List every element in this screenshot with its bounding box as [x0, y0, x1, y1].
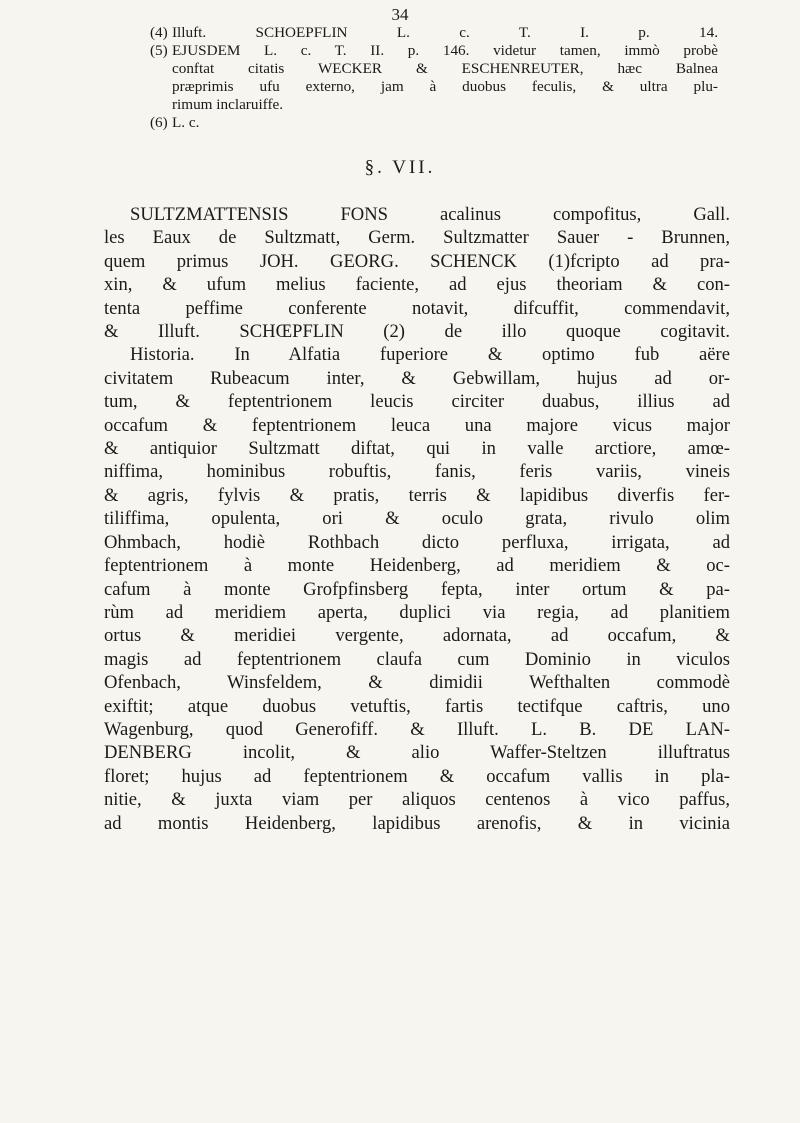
body-line: tenta peffime conferente notavit, difcuffit, commendavit,	[104, 297, 730, 319]
body-line: & Illuft. SCHŒPFLIN (2) de illo quoque cogitavit.	[104, 321, 730, 343]
footnote-number: (4)	[150, 24, 168, 41]
footnote-line: præprimis ufu externo, jam à duobus feculis, & ultra plu-	[172, 78, 718, 95]
body-line: Ohmbach, hodiè Rothbach dicto perfluxa, irrigata, ad	[104, 531, 730, 553]
footnote-line: conftat citatis WECKER & ESCHENREUTER, hæc Balnea	[172, 60, 718, 77]
body-line: magis ad feptentrionem claufa cum Dominio in viculos	[104, 648, 730, 670]
body-line: Ofenbach, Winsfeldem, & dimidii Wefthalten commodè	[104, 672, 730, 694]
body-text	[104, 203, 730, 835]
page-number: 34	[391, 5, 409, 24]
body-line: exiftit; atque duobus vetuftis, fartis tectifque caftris, uno	[104, 695, 730, 717]
body-line: & antiquior Sultzmatt diftat, qui in valle arctiore, amœ-	[104, 438, 730, 460]
body-line: DENBERG incolit, & alio Waffer-Steltzen illuftratus	[104, 742, 730, 764]
body-line: tiliffima, opulenta, ori & oculo grata, rivulo olim	[104, 508, 730, 530]
body-line: xin, & ufum melius faciente, ad ejus theoriam & con-	[104, 274, 730, 296]
footnote-line: L. c.	[172, 114, 200, 131]
body-line: & agris, fylvis & pratis, terris & lapidibus diverfis fer-	[104, 484, 730, 506]
footnote-line: rimum inclaruiffe.	[172, 96, 284, 113]
body-line: niffima, hominibus robuftis, fanis, feris variis, vineis	[104, 461, 730, 483]
footnote-6	[150, 114, 718, 132]
body-line: nitie, & juxta viam per aliquos centenos à vico paffus,	[104, 789, 730, 811]
body-line: SULTZMATTENSIS FONS acalinus compofitus, Gall.	[130, 204, 730, 225]
body-line: ortus & meridiei vergente, adornata, ad occafum, &	[104, 625, 730, 647]
body-line: cafum à monte Grofpfinsberg fepta, inter ortum & pa-	[104, 578, 730, 600]
section-heading: §. VII.	[364, 157, 436, 178]
footnote-line: Illuft. SCHOEPFLIN L. c. T. I. p. 14.	[172, 24, 718, 41]
body-line: les Eaux de Sultzmatt, Germ. Sultzmatter Sauer - Brunnen,	[104, 227, 730, 249]
footnotes	[150, 24, 718, 132]
footnote-number: (5)	[150, 42, 168, 59]
body-line: Wagenburg, quod Generofiff. & Illuft. L. B. DE LAN-	[104, 718, 730, 740]
footnote-number: (6)	[150, 114, 168, 131]
footnote-5	[150, 42, 718, 114]
body-line: rùm ad meridiem aperta, duplici via regia, ad planitiem	[104, 601, 730, 623]
body-line: floret; hujus ad feptentrionem & occafum vallis in pla-	[104, 765, 730, 787]
body-line: occafum & feptentrionem leuca una majore vicus major	[104, 414, 730, 436]
body-line: ad montis Heidenberg, lapidibus arenofis, & in vicinia	[104, 812, 730, 834]
footnote-line: EJUSDEM L. c. T. II. p. 146. videtur tamen, immò probè	[172, 42, 718, 59]
footnote-4	[150, 24, 718, 42]
body-line: quem primus JOH. GEORG. SCHENCK (1)fcripto ad pra-	[104, 250, 730, 272]
body-line: Historia. In Alfatia fuperiore & optimo fub aëre	[130, 344, 730, 366]
body-line: feptentrionem à monte Heidenberg, ad meridiem & oc-	[104, 555, 730, 577]
body-line: civitatem Rubeacum inter, & Gebwillam, hujus ad or-	[104, 367, 730, 389]
body-line: tum, & feptentrionem leucis circiter duabus, illius ad	[104, 391, 730, 413]
